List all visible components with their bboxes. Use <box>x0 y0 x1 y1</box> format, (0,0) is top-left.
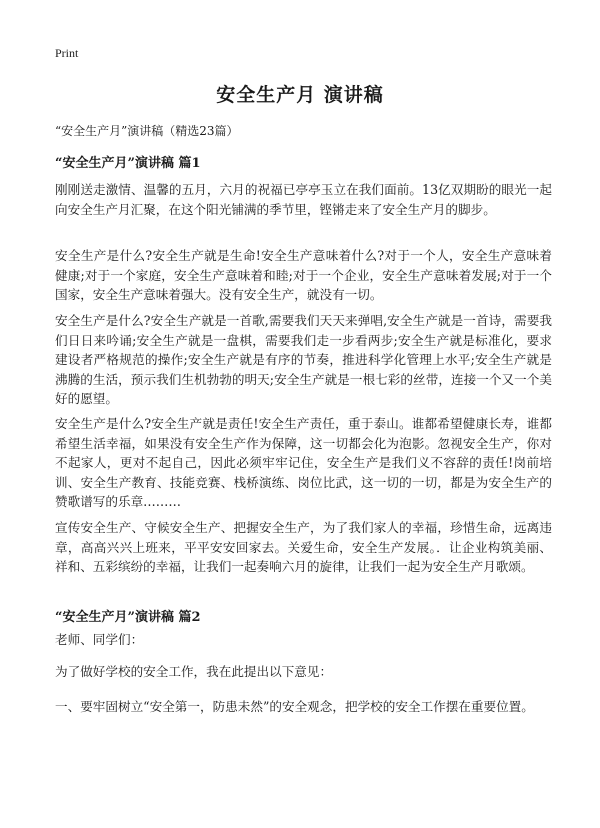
section-heading-2: “安全生产月”演讲稿 篇2 <box>55 610 201 625</box>
paragraph: 安全生产是什么?安全生产就是一首歌,需要我们天天来弹唱,安全生产就是一首诗，需要我们日日来吟诵;安全生产就是一盘棋，需要我们走一步看两步;安全生产就是标准化，要求建设者严格规范的操作;安全生产就是有序的节奏，推进科学化管理上水平;安全生产就是沸腾的生活，预示我们生机勃勃的明天;安全生产就是一根七彩的丝带，连接一个又一个美好的愿望。 <box>55 313 552 407</box>
paragraph: 安全生产是什么?安全生产就是生命!安全生产意味着什么?对于一个人，安全生产意味着健康;对于一个家庭，安全生产意味着和睦;对于一个企业，安全生产意味着发展;对于一个国家，安全生产意味着强大。没有安全生产，就没有一切。 <box>55 248 552 303</box>
print-link[interactable]: Print <box>55 46 79 60</box>
document-subtitle: “安全生产月”演讲稿（精选23篇） <box>55 124 239 138</box>
document-title: 安全生产月 演讲稿 <box>216 84 384 106</box>
paragraph: 刚刚送走激情、温馨的五月，六月的祝福已亭亭玉立在我们面前。13亿双期盼的眼光一起向安全生产月汇聚，在这个阳光铺满的季节里，铿锵走来了安全生产月的脚步。 <box>55 182 552 217</box>
paragraph: 为了做好学校的安全工作，我在此提出以下意见： <box>55 664 333 679</box>
paragraph: 老师、同学们： <box>55 632 144 647</box>
paragraph: 一、要牢固树立“安全第一，防患未然”的安全观念，把学校的安全工作摆在重要位置。 <box>55 699 534 714</box>
section-heading-1: “安全生产月”演讲稿 篇1 <box>55 156 201 171</box>
paragraph: 宣传安全生产、守候安全生产、把握安全生产，为了我们家人的幸福，珍惜生命，远离违章，高高兴兴上班来，平平安安回家去。关爱生命，安全生产发展。．让企业构筑美丽、祥和、五彩缤纷的幸福，让我们一起奏响六月的旋律，让我们一起为安全生产月歌颂。 <box>55 520 552 575</box>
paragraph: 安全生产是什么?安全生产就是责任!安全生产责任，重于泰山。谁都希望健康长寿，谁都希望生活幸福，如果没有安全生产作为保障，这一切都会化为泡影。忽视安全生产，你对不起家人，更对不起自己，因此必须牢牢记住，安全生产是我们义不容辞的责任!岗前培训、安全生产教育、技能竞赛、栈桥演练、岗位比武，这一切的一切，都是为安全生产的赞歌谱写的乐章……… <box>55 416 552 510</box>
